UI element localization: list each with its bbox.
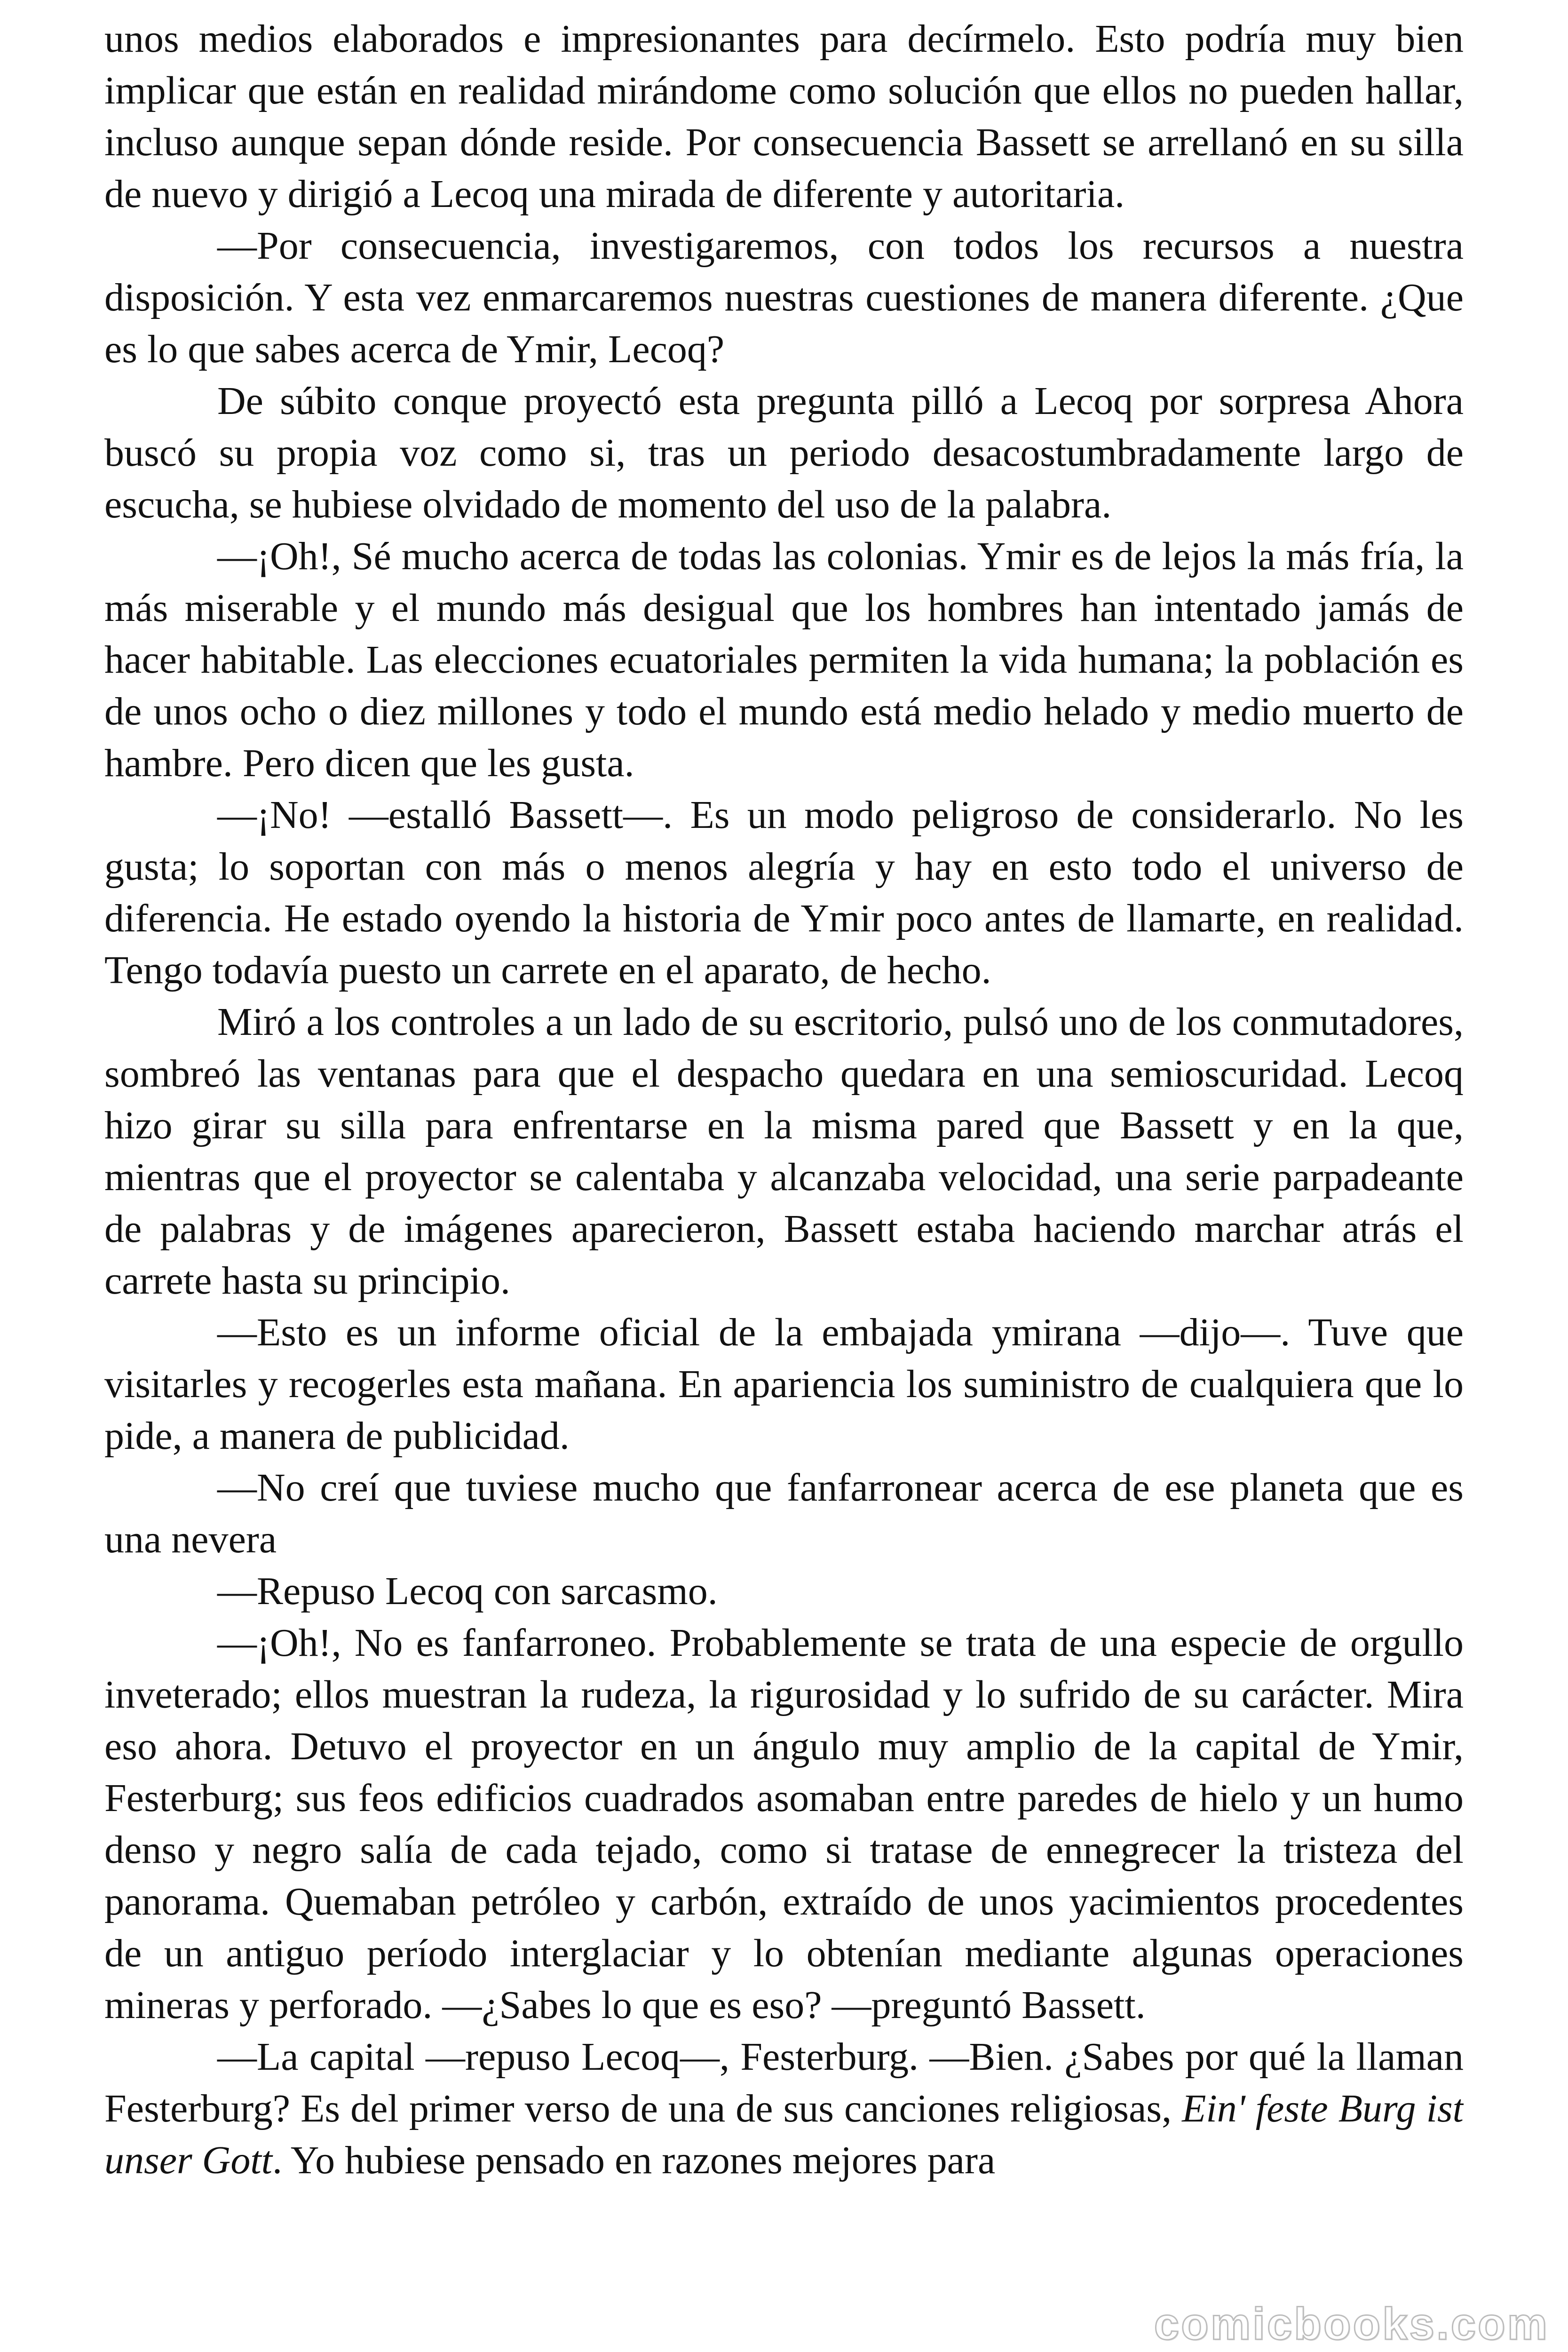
paragraph: —¡Oh!, No es fanfarroneo. Probablemente se trata de una especie de orgullo inveterado; ellos muestran la rudeza, la rigurosidad y lo sufrido de su carácter. Mira eso ahora. Detuvo el proyector en un ángulo muy amplio de la capital de Ymir, Festerburg; sus feos edificios cuadrados asomaban entre paredes de hielo y un humo denso y negro salía de cada tejado, como si tratase de ennegrecer la tristeza del panorama. Quemaban petróleo y carbón, extraído de unos yacimientos procedentes de un antiguo período interglaciar y lo obtenían mediante algunas operaciones mineras y perforado. —¿Sabes lo que es eso? —preguntó Bassett. (104, 1621, 1464, 2027)
paragraph: —Esto es un informe oficial de la embajada ymirana —dijo—. Tuve que visitarles y recogerles esta mañana. En apariencia los suministro de cualquiera que lo pide, a manera de publicidad. (104, 1311, 1464, 1458)
book-page (104, 13, 1464, 2337)
paragraph: —No creí que tuviese mucho que fanfarronear acerca de ese planeta que es una nevera (104, 1466, 1464, 1561)
paragraph-last (104, 2031, 1464, 2186)
paragraph: —¡No! —estalló Bassett—. Es un modo peligroso de considerarlo. No les gusta; lo soportan con más o menos alegría y hay en esto todo el universo de diferencia. He estado oyendo la historia de Ymir poco antes de llamarte, en realidad. Tengo todavía puesto un carrete en el aparato, de hecho. (104, 793, 1464, 992)
paragraph-text: . Yo hubiese pensado en razones mejores para (272, 2138, 996, 2182)
paragraph: —¡Oh!, Sé mucho acerca de todas las colonias. Ymir es de lejos la más fría, la más miserable y el mundo más desigual que los hombres han intentado jamás de hacer habitable. Las elecciones ecuatoriales permiten la vida humana; la población es de unos ocho o diez millones y todo el mundo está medio helado y medio muerto de hambre. Pero dicen que les gusta. (104, 534, 1464, 785)
paragraph: unos medios elaborados e impresionantes para decírmelo. Esto podría muy bien implicar que están en realidad mirándome como solución que ellos no pueden hallar, incluso aunque sepan dónde reside. Por consecuencia Bassett se arrellanó en su silla de nuevo y dirigió a Lecoq una mirada de diferente y autoritaria. (104, 17, 1464, 216)
paragraph-text: —La capital —repuso Lecoq—, Festerburg. —Bien. ¿Sabes por qué la llaman Festerburg? Es del primer verso de una de sus canciones religiosas, (104, 2035, 1464, 2130)
paragraph: De súbito conque proyectó esta pregunta pilló a Lecoq por sorpresa Ahora buscó su propia voz como si, tras un periodo desacostumbradamente largo de escucha, se hubiese olvidado de momento del uso de la palabra. (104, 379, 1464, 526)
watermark: comicbooks.com (1154, 2299, 1549, 2349)
song-title: Ein' feste Burg ist unser Gott (104, 2087, 1464, 2182)
paragraph: Miró a los controles a un lado de su escritorio, pulsó uno de los conmutadores, sombreó las ventanas para que el despacho quedara en una semioscuridad. Lecoq hizo girar su silla para enfrentarse en la misma pared que Bassett y en la que, mientras que el proyector se calentaba y alcanzaba velocidad, una serie parpadeante de palabras y de imágenes aparecieron, Bassett estaba haciendo marchar atrás el carrete hasta su principio. (104, 1000, 1464, 1303)
paragraph: —Por consecuencia, investigaremos, con todos los recursos a nuestra disposición. Y esta vez enmarcaremos nuestras cuestiones de manera diferente. ¿Que es lo que sabes acerca de Ymir, Lecoq? (104, 224, 1464, 371)
paragraph: —Repuso Lecoq con sarcasmo. (217, 1569, 718, 1613)
